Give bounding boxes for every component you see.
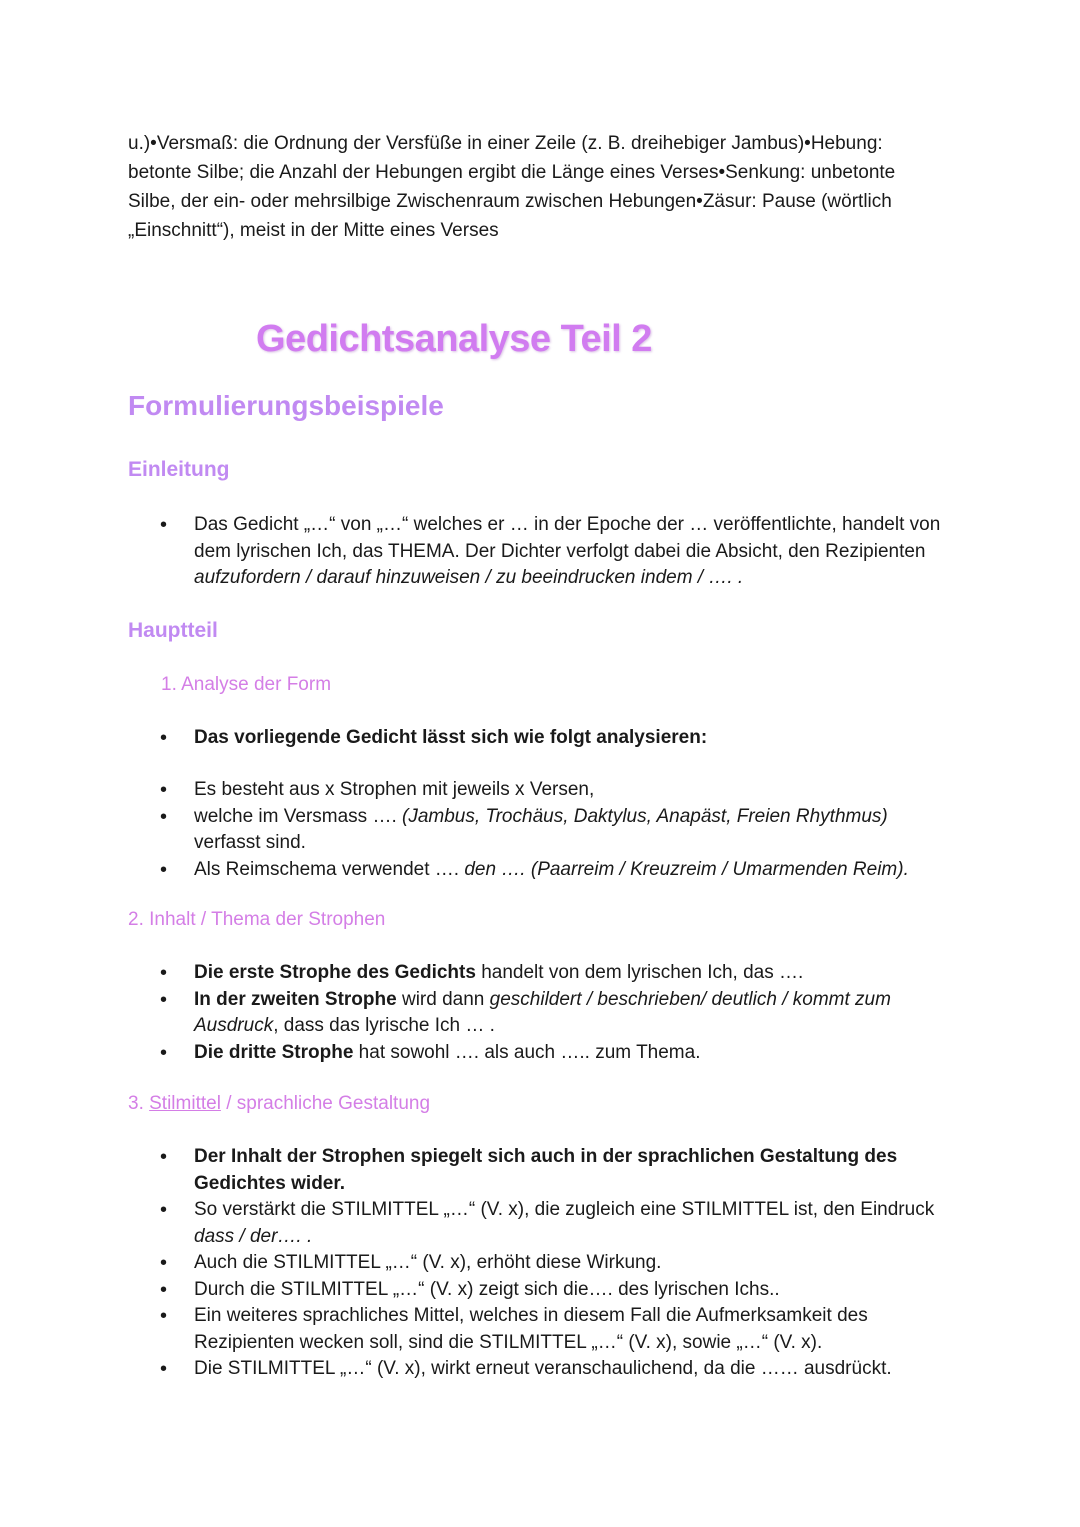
list-item <box>160 987 950 1040</box>
form-lead-list <box>160 725 950 752</box>
list-item <box>160 1356 950 1383</box>
subheading-stilmittel <box>128 1093 430 1115</box>
list-item <box>160 960 950 987</box>
form-list <box>160 777 950 883</box>
stil-text: Auch die STILMITTEL „…“ (V. x), erhöht diese Wirkung. <box>194 1252 662 1273</box>
list-item <box>160 777 950 804</box>
list-item <box>160 1040 950 1067</box>
hauptteil-heading: Hauptteil <box>128 619 218 642</box>
page-title: Gedichtsanalyse Teil 2 <box>256 318 652 360</box>
form-text: verfasst sind. <box>194 832 306 853</box>
stil-text: Durch die STILMITTEL „…“ (V. x) zeigt sich die…. des lyrischen Ichs.. <box>194 1278 780 1300</box>
form-text: Als Reimschema verwendet …. <box>194 858 465 880</box>
subheading-form: 1. Analyse der Form <box>161 674 332 695</box>
einleitung-text: Das Gedicht „…“ von „…“ welches er … in der Epoche der … veröffentlichte, handelt von dem lyrischen Ich, das THEMA. Der Dichter verfolgt dabei die Absicht, den Rezipienten <box>194 514 941 562</box>
subheading-inhalt: 2. Inhalt / Thema der Strophen <box>128 909 386 930</box>
einleitung-italic: aufzufordern / darauf hinzuweisen / zu beeindrucken indem / …. . <box>194 567 744 588</box>
inhalt-italic: geschildert / beschrieben/ deutlich / kommt zum Ausdruck <box>194 988 891 1036</box>
list-item <box>160 1250 950 1277</box>
form-italic: (Jambus, Trochäus, Daktylus, Anapäst, Freien Rhythmus) <box>402 805 888 827</box>
einleitung-heading: Einleitung <box>128 458 230 481</box>
form-italic: den …. (Paarreim / Kreuzreim / Umarmenden Reim). <box>464 858 909 880</box>
list-item <box>160 1277 950 1304</box>
form-text: welche im Versmass …. <box>194 805 402 827</box>
subheading-number: 3. <box>128 1093 150 1114</box>
form-lead: Das vorliegende Gedicht lässt sich wie folgt analysieren: <box>194 727 708 748</box>
list-item <box>160 512 950 592</box>
list-item <box>160 725 950 752</box>
list-item <box>160 1197 950 1250</box>
stil-lead: Der Inhalt der Strophen spiegelt sich auch in der sprachlichen Gestaltung des Gedichtes wider. <box>194 1146 898 1194</box>
list-item <box>160 804 950 857</box>
inhalt-text: wird dann <box>396 988 490 1010</box>
inhalt-list <box>160 960 950 1066</box>
stilmittel-list <box>160 1144 950 1383</box>
stil-text: So verstärkt die STILMITTEL „…“ (V. x), die zugleich eine STILMITTEL ist, den Eindruck <box>194 1199 935 1220</box>
section-heading: Formulierungsbeispiele <box>128 390 444 421</box>
inhalt-bold: Die dritte Strophe <box>194 1041 354 1063</box>
stilmittel-link[interactable]: Stilmittel <box>149 1093 221 1114</box>
subheading-rest: / sprachliche Gestaltung <box>220 1093 431 1114</box>
inhalt-bold: Die erste Strophe des Gedichts <box>194 962 476 983</box>
stil-text: Ein weiteres sprachliches Mittel, welches in diesem Fall die Aufmerksamkeit des Rezipienten wecken soll, sind die STILMITTEL „…“ (V. x), sowie „…“ (V. x). <box>194 1305 868 1353</box>
list-item <box>160 857 950 884</box>
intro-paragraph: u.)•Versmaß: die Ordnung der Versfüße in einer Zeile (z. B. dreihebiger Jambus)•Hebung: betonte Silbe; die Anzahl der Hebungen ergibt die Länge eines Verses•Senkung: unbetonte Silbe, der ein- oder mehrsilbige Zwischenraum zwischen Hebungen•Zäsur: Pause (wörtlich „Einschnitt“), meist in der Mitte eines Verses <box>128 133 896 241</box>
einleitung-list <box>160 512 950 592</box>
inhalt-text: hat sowohl …. als auch ….. zum Thema. <box>353 1041 701 1063</box>
inhalt-bold: In der zweiten Strophe <box>194 988 397 1010</box>
inhalt-text: handelt von dem lyrischen Ich, das …. <box>475 962 804 983</box>
list-item <box>160 1144 950 1197</box>
list-item <box>160 1303 950 1356</box>
stil-italic: dass / der…. . <box>194 1225 313 1247</box>
inhalt-text: , dass das lyrische Ich … . <box>273 1015 495 1036</box>
form-text: Es besteht aus x Strophen mit jeweils x Versen, <box>194 779 595 800</box>
stil-text: Die STILMITTEL „…“ (V. x), wirkt erneut veranschaulichend, da die …… ausdrückt. <box>194 1358 892 1379</box>
